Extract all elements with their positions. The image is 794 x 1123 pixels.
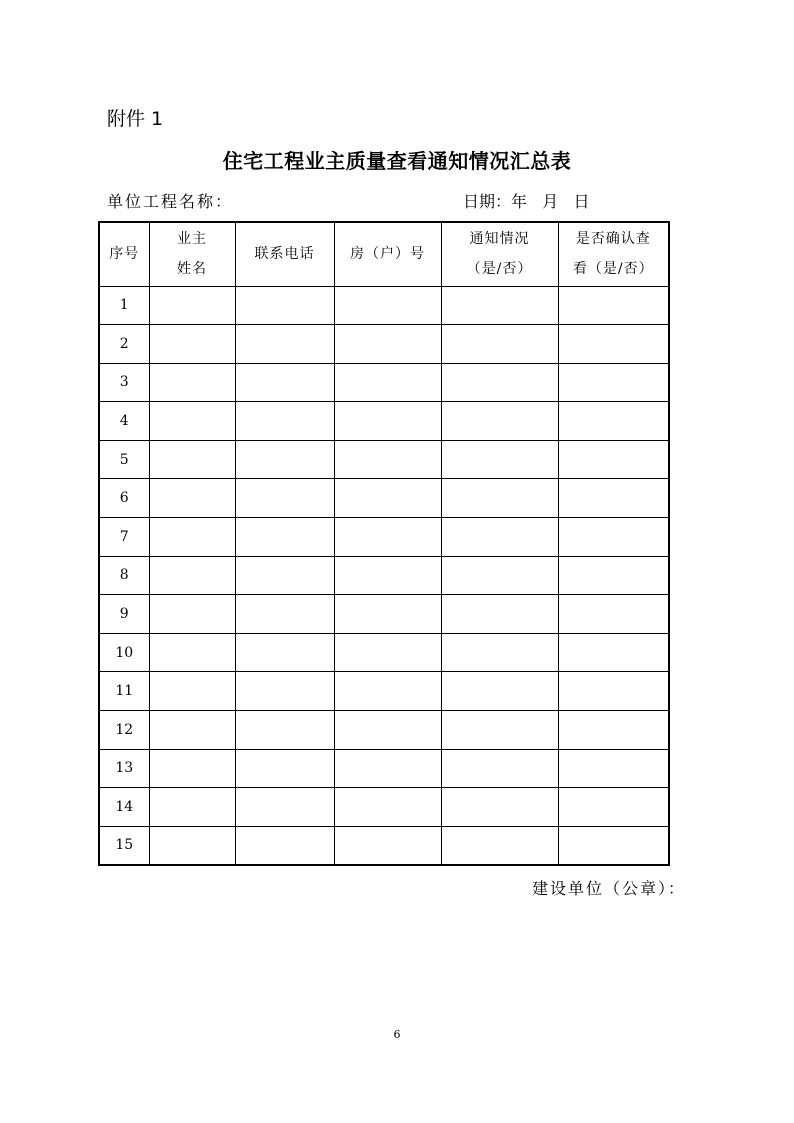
row-seq-number: 5	[99, 440, 149, 479]
row-seq-number: 8	[99, 556, 149, 595]
confirm-cell[interactable]	[558, 749, 669, 788]
owner-name-cell[interactable]	[149, 595, 235, 634]
header-notice-line1: 通知情况	[469, 231, 530, 248]
confirm-cell[interactable]	[558, 788, 669, 827]
header-notice	[441, 222, 558, 286]
table-header-row	[99, 222, 669, 286]
header-phone: 联系电话	[235, 222, 334, 286]
header-seq: 序号	[99, 222, 149, 286]
document-title: 住宅工程业主质量查看通知情况汇总表	[222, 149, 572, 173]
header-owner-name-line2: 姓名	[177, 261, 207, 278]
header-room: 房（户）号	[334, 222, 441, 286]
notice-cell[interactable]	[441, 556, 558, 595]
notice-cell[interactable]	[441, 672, 558, 711]
table-row	[99, 633, 669, 672]
notice-cell[interactable]	[441, 402, 558, 441]
room-cell[interactable]	[334, 633, 441, 672]
phone-cell[interactable]	[235, 518, 334, 557]
owner-name-cell[interactable]	[149, 325, 235, 364]
table-row	[99, 363, 669, 402]
row-seq-number: 7	[99, 518, 149, 557]
confirm-cell[interactable]	[558, 518, 669, 557]
owner-name-cell[interactable]	[149, 826, 235, 865]
confirm-cell[interactable]	[558, 595, 669, 634]
row-seq-number: 4	[99, 402, 149, 441]
table-row	[99, 788, 669, 827]
table-body	[99, 286, 669, 865]
confirm-cell[interactable]	[558, 479, 669, 518]
owner-name-cell[interactable]	[149, 402, 235, 441]
summary-table	[98, 221, 670, 866]
owner-name-cell[interactable]	[149, 788, 235, 827]
row-seq-number: 11	[99, 672, 149, 711]
room-cell[interactable]	[334, 826, 441, 865]
notice-cell[interactable]	[441, 440, 558, 479]
notice-cell[interactable]	[441, 363, 558, 402]
room-cell[interactable]	[334, 402, 441, 441]
room-cell[interactable]	[334, 440, 441, 479]
confirm-cell[interactable]	[558, 440, 669, 479]
room-cell[interactable]	[334, 363, 441, 402]
room-cell[interactable]	[334, 788, 441, 827]
header-owner-name	[149, 222, 235, 286]
header-owner-name-line1: 业主	[177, 231, 207, 248]
table-row	[99, 556, 669, 595]
table-row	[99, 595, 669, 634]
row-seq-number: 12	[99, 711, 149, 750]
notice-cell[interactable]	[441, 286, 558, 325]
notice-cell[interactable]	[441, 479, 558, 518]
row-seq-number: 14	[99, 788, 149, 827]
room-cell[interactable]	[334, 518, 441, 557]
row-seq-number: 15	[99, 826, 149, 865]
room-cell[interactable]	[334, 672, 441, 711]
phone-cell[interactable]	[235, 826, 334, 865]
confirm-cell[interactable]	[558, 633, 669, 672]
table-row	[99, 672, 669, 711]
table-row	[99, 518, 669, 557]
confirm-cell[interactable]	[558, 286, 669, 325]
page-number: 6	[393, 1028, 401, 1041]
room-cell[interactable]	[334, 479, 441, 518]
confirm-cell[interactable]	[558, 556, 669, 595]
phone-cell[interactable]	[235, 633, 334, 672]
table-row	[99, 402, 669, 441]
owner-name-cell[interactable]	[149, 286, 235, 325]
phone-cell[interactable]	[235, 286, 334, 325]
phone-cell[interactable]	[235, 749, 334, 788]
room-cell[interactable]	[334, 711, 441, 750]
notice-cell[interactable]	[441, 325, 558, 364]
owner-name-cell[interactable]	[149, 363, 235, 402]
owner-name-cell[interactable]	[149, 672, 235, 711]
notice-cell[interactable]	[441, 788, 558, 827]
room-cell[interactable]	[334, 595, 441, 634]
owner-name-cell[interactable]	[149, 440, 235, 479]
table-row	[99, 325, 669, 364]
confirm-cell[interactable]	[558, 402, 669, 441]
room-cell[interactable]	[334, 749, 441, 788]
attachment-label: 附件 1	[107, 108, 164, 130]
phone-cell[interactable]	[235, 788, 334, 827]
notice-cell[interactable]	[441, 595, 558, 634]
owner-name-cell[interactable]	[149, 479, 235, 518]
room-cell[interactable]	[334, 325, 441, 364]
phone-cell[interactable]	[235, 325, 334, 364]
phone-cell[interactable]	[235, 556, 334, 595]
phone-cell[interactable]	[235, 479, 334, 518]
confirm-cell[interactable]	[558, 672, 669, 711]
row-seq-number: 6	[99, 479, 149, 518]
table-row	[99, 749, 669, 788]
seal-label: 建设单位（公章）：	[532, 879, 687, 898]
header-notice-line2: （是/否）	[466, 261, 533, 278]
owner-name-cell[interactable]	[149, 518, 235, 557]
date-line: 日期：年 月 日	[463, 192, 590, 211]
phone-cell[interactable]	[235, 672, 334, 711]
header-confirm-line1: 是否确认查	[575, 231, 651, 248]
table-row	[99, 440, 669, 479]
confirm-cell[interactable]	[558, 826, 669, 865]
row-seq-number: 1	[99, 286, 149, 325]
owner-name-cell[interactable]	[149, 556, 235, 595]
owner-name-cell[interactable]	[149, 711, 235, 750]
notice-cell[interactable]	[441, 749, 558, 788]
confirm-cell[interactable]	[558, 363, 669, 402]
row-seq-number: 3	[99, 363, 149, 402]
phone-cell[interactable]	[235, 595, 334, 634]
header-confirm	[558, 222, 669, 286]
notice-cell[interactable]	[441, 518, 558, 557]
phone-cell[interactable]	[235, 440, 334, 479]
row-seq-number: 10	[99, 633, 149, 672]
table-row	[99, 479, 669, 518]
confirm-cell[interactable]	[558, 711, 669, 750]
notice-cell[interactable]	[441, 826, 558, 865]
room-cell[interactable]	[334, 286, 441, 325]
owner-name-cell[interactable]	[149, 749, 235, 788]
project-name-label: 单位工程名称：	[107, 192, 234, 211]
confirm-cell[interactable]	[558, 325, 669, 364]
phone-cell[interactable]	[235, 711, 334, 750]
table-row	[99, 286, 669, 325]
row-seq-number: 2	[99, 325, 149, 364]
notice-cell[interactable]	[441, 711, 558, 750]
room-cell[interactable]	[334, 556, 441, 595]
phone-cell[interactable]	[235, 402, 334, 441]
owner-name-cell[interactable]	[149, 633, 235, 672]
row-seq-number: 13	[99, 749, 149, 788]
row-seq-number: 9	[99, 595, 149, 634]
header-confirm-line2: 看（是/否）	[572, 261, 654, 278]
notice-cell[interactable]	[441, 633, 558, 672]
table-row	[99, 826, 669, 865]
table-row	[99, 711, 669, 750]
phone-cell[interactable]	[235, 363, 334, 402]
